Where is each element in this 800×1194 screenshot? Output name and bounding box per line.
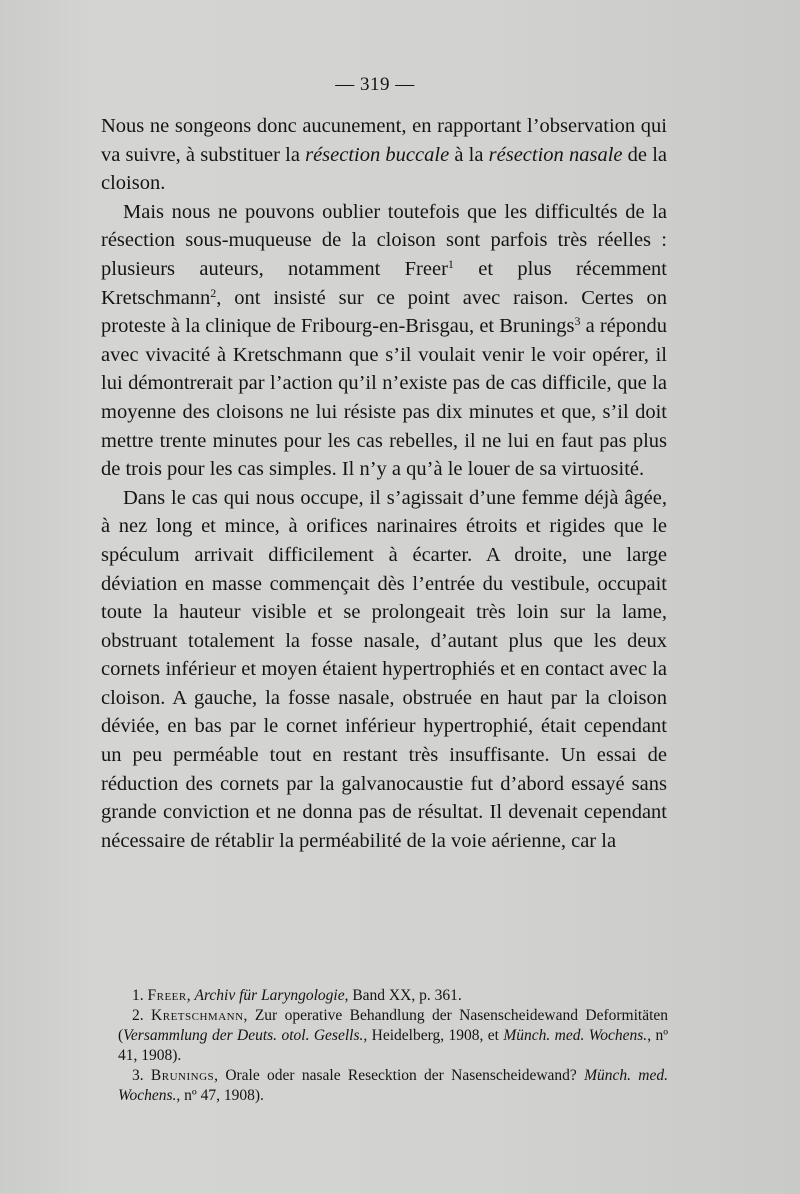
paragraph-2-text: Mais nous ne pouvons oublier toutefois que les difficultés de la résection sous-muqueuse de la cloison sont parfois très réelles : plusieurs auteurs, notamment Freer (101, 200, 667, 280)
italic-resection-buccale: résection buccale (305, 143, 450, 166)
footnote-text: , Band XX, p. 361. (344, 987, 462, 1004)
paragraph-1-text: Nous ne songeons donc aucunement, en rapportant l’observation qui va suivre, à substituer la (101, 115, 667, 166)
paragraph-2-text: et plus récemment Kretschmann (101, 257, 668, 309)
paragraph-3: Dans le cas qui nous occupe, il s’agissait d’une femme déjà âgée, à nez long et mince, à orifices narinaires étroits et rigides que le spéculum arrivait difficilement à écarter. A droite, une large déviation en masse commençait dès l’entrée du vestibule, occupait toute la hauteur visible et se prolongeait très loin sur la lame, obstruant totalement la fosse nasale, d’autant plus que les deux cornets inférieur et moyen étaient hypertrophiés et en contact avec la cloison. A gauche, la fosse nasale, obstruée en haut par la cloison déviée, en bas par le cornet inférieur hypertrophié, était cependant un peu perméable tout en restant très insuffisante. Un essai de réduction des cornets par la galvanocaustie fut d’abord essayé sans grande conviction et ne donna pas de résultat. Il devenait cependant nécessaire de rétablir la perméabilité de la voie aérienne, car la (101, 486, 667, 852)
footnote-author: Freer (147, 987, 187, 1004)
footnote-number: 1. (132, 987, 148, 1004)
paragraph-2-text: , ont insisté sur ce point avec raison. Certes on proteste à la clinique de Fribourg-en-Brisgau, et Brunings (101, 286, 667, 338)
paragraph-2 (101, 198, 667, 484)
body-text (101, 112, 667, 855)
page-number: — 319 — (335, 74, 415, 95)
footnote-text: , (186, 987, 195, 1004)
footnote-text: , Orale oder nasale Reseсktion der Nasenscheidewand? (214, 1067, 585, 1084)
footnote-1 (118, 986, 668, 1006)
footnote-author: Kretschmann (151, 1007, 244, 1024)
footnote-ref-1: 1 (447, 256, 454, 271)
footnote-title: Archiv für Laryngologie (194, 987, 345, 1004)
paragraph-1 (101, 112, 667, 198)
paragraph-2-text: a répondu avec vivacité à Kretschmann que s’il voulait venir le voir opérer, il lui démontrerait par l’action qu’il n’existe pas de cas difficile, que la moyenne des cloisons ne lui résiste pas dix minutes et que, s’il doit mettre trente minutes pour les cas rebelles, il ne lui en faut pas plus de trois pour les cas simples. Il n’y a qu’à le louer de sa virtuosité. (101, 315, 668, 481)
footnotes (118, 986, 668, 1106)
footnote-journal: Münch. med. Wochens. (503, 1027, 648, 1044)
footnote-author: Brunings (150, 1067, 215, 1084)
footnote-number: 2. (132, 1007, 152, 1024)
footnote-text: , nº 41, 1908). (118, 1027, 669, 1064)
footnote-journal: Münch. med. Wochens. (118, 1067, 668, 1104)
footnote-text: , Zur operative Behandlung der Nasenscheidewand Deformitäten ( (118, 1007, 669, 1044)
footnote-text: , Heidelberg, 1908, et (363, 1027, 504, 1044)
footnote-2 (118, 1006, 668, 1066)
footnote-3 (118, 1066, 668, 1106)
italic-resection-nasale: résection nasale (488, 143, 623, 166)
footnote-ref-2: 2 (210, 285, 217, 300)
footnote-text: , nº 47, 1908). (176, 1087, 264, 1104)
paragraph-1-text: à la (449, 143, 489, 166)
paragraph-1-text: de la cloison. (101, 143, 668, 195)
footnote-ref-3: 3 (574, 314, 581, 329)
footnote-number: 3. (132, 1067, 151, 1084)
footnote-title: Versammlung der Deuts. otol. Gesells. (123, 1027, 364, 1044)
